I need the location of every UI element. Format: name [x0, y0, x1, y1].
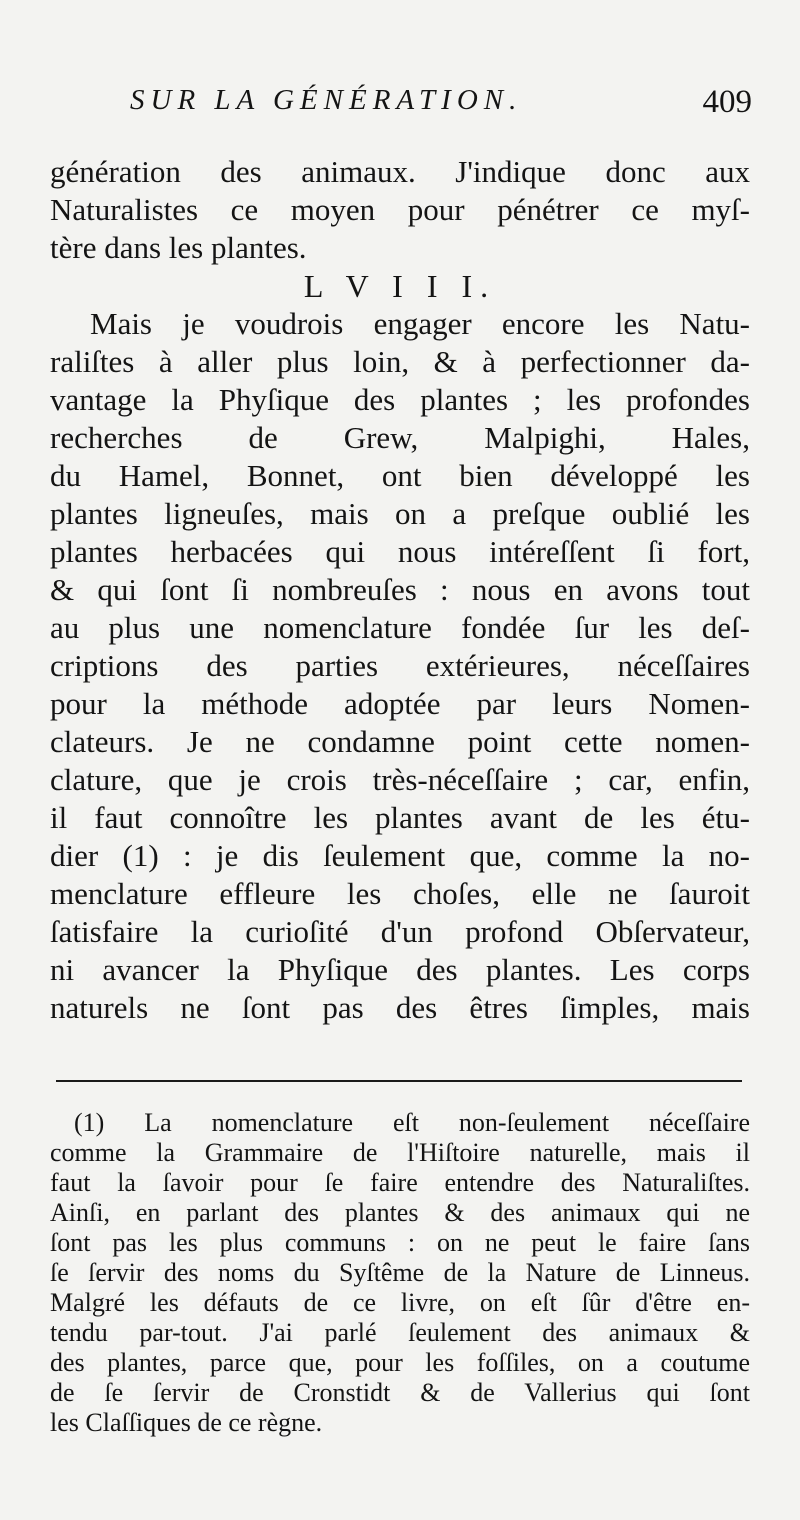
body-line: génération des animaux. J'indique donc aux — [50, 154, 750, 189]
footnote-line: (1) La nomenclature eſt non-ſeulement néceſſaire — [74, 1108, 750, 1137]
body-line: du Hamel, Bonnet, ont bien développé les — [50, 458, 750, 493]
body-line: & qui ſont ſi nombreuſes : nous en avons tout — [50, 572, 750, 607]
body-line: naturels ne ſont pas des êtres ſimples, mais — [50, 990, 750, 1025]
body-line: criptions des parties extérieures, néceſſaires — [50, 648, 750, 683]
footnote-line: de ſe ſervir de Cronstidt & de Vallerius qui ſont — [50, 1378, 750, 1407]
section-heading: L V I I I. — [303, 268, 497, 304]
body-line: tère dans les plantes. — [50, 230, 307, 265]
body-line: plantes herbacées qui nous intéreſſent ſi fort, — [50, 534, 750, 569]
body-line: dier (1) : je dis ſeulement que, comme la no- — [50, 838, 750, 873]
body-line: clateurs. Je ne condamne point cette nomen- — [50, 724, 750, 759]
footnote-line: Ainſi, en parlant des plantes & des animaux qui ne — [50, 1198, 750, 1227]
page-header — [130, 84, 752, 124]
footnote-line: faut la ſavoir pour ſe faire entendre des Naturaliſtes. — [50, 1168, 750, 1197]
footnote-line: les Claſſiques de ce règne. — [50, 1408, 323, 1437]
body-line: menclature effleure les choſes, elle ne ſauroit — [50, 876, 750, 911]
footnote-line: ſont pas les plus communs : on ne peut le faire ſans — [50, 1228, 750, 1257]
page-number: 409 — [702, 84, 752, 120]
footnote-line: des plantes, parce que, pour les foſſiles, on a coutume — [50, 1348, 750, 1377]
body-line: Naturalistes ce moyen pour pénétrer ce myſ- — [50, 192, 750, 227]
body-line: il faut connoître les plantes avant de les étu- — [50, 800, 750, 835]
body-line: ſatisfaire la curioſité d'un profond Obſervateur, — [50, 914, 750, 949]
body-line: au plus une nomenclature fondée ſur les deſ- — [50, 610, 750, 645]
body-line: ni avancer la Phyſique des plantes. Les corps — [50, 952, 750, 987]
footnote-line: Malgré les défauts de ce livre, on eſt ſûr d'être en- — [50, 1288, 750, 1317]
body-line: pour la méthode adoptée par leurs Nomen- — [50, 686, 750, 721]
body-line: vantage la Phyſique des plantes ; les profondes — [50, 382, 750, 417]
footnote-rule — [56, 1080, 742, 1082]
footnote-line: comme la Grammaire de l'Hiſtoire naturelle, mais il — [50, 1138, 750, 1167]
body-line: clature, que je crois très-néceſſaire ; car, enfin, — [50, 762, 750, 797]
body-line: plantes ligneuſes, mais on a preſque oublié les — [50, 496, 750, 531]
body-line: Mais je voudrois engager encore les Natu- — [90, 306, 750, 341]
body-line: recherches de Grew, Malpighi, Hales, — [50, 420, 750, 455]
running-head: SUR LA GÉNÉRATION. — [130, 84, 523, 116]
body-line: raliſtes à aller plus loin, & à perfectionner da- — [50, 344, 750, 379]
footnote-line: ſe ſervir des noms du Syſtême de la Nature de Linneus. — [50, 1258, 750, 1287]
footnote-line: tendu par-tout. J'ai parlé ſeulement des animaux & — [50, 1318, 750, 1347]
